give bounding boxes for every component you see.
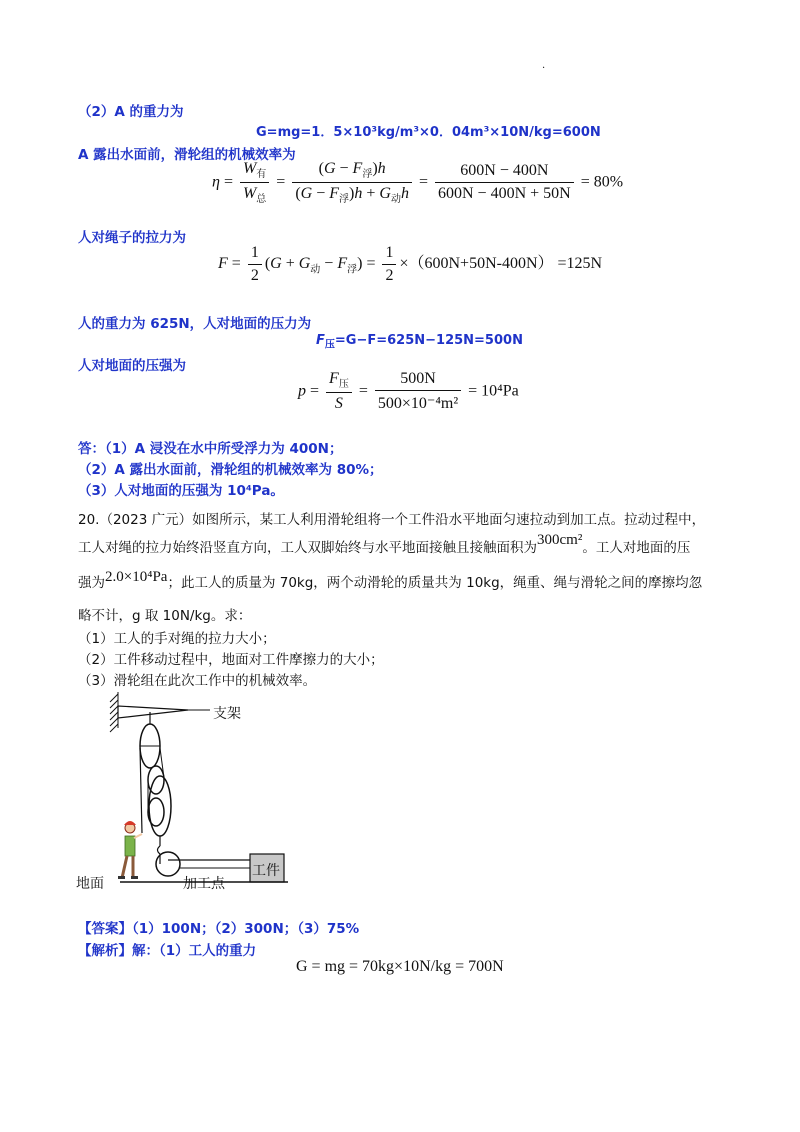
- pressure-value: 2.0×10⁴Pa: [105, 569, 168, 585]
- worker-gravity-equation: G = mg = 70kg×10N/kg = 700N: [296, 958, 504, 975]
- answer-line: 【答案】（1）100N；（2）300N；（3）75%: [78, 921, 360, 937]
- pressure-heading: 人对地面的压强为: [78, 358, 186, 374]
- efficiency-symbolic-fraction: $\frac{(G - F_浮)h}{(G - F_浮)h + G_动h}$: [292, 160, 412, 205]
- worker-figure: [118, 821, 142, 879]
- pull-result: ×（600N+50N-400N） =125N: [399, 255, 603, 273]
- contact-area: 300cm²: [537, 532, 583, 548]
- rope-to-hand: [140, 748, 142, 833]
- q20-line4: 略不计，g 取 10N/kg。求：: [78, 608, 252, 624]
- efficiency-result: = 80%: [580, 173, 624, 191]
- pressure-result: = 10⁴Pa: [468, 382, 519, 400]
- pressure-force-equation: $F_压=G-F=625N-125N=500N$: [316, 333, 523, 351]
- part2-gravity-equation: G=mg=1．5×10³kg/m³×0．04m³×10N/kg=600N: [256, 125, 601, 140]
- efficiency-heading: A 露出水面前，滑轮组的机械效率为: [78, 147, 296, 163]
- efficiency-numeric-fraction: $\frac{600N - 400N}{600N - 400N + 50N}$: [435, 162, 574, 203]
- pressure-formula: p = $\frac{F_压}{S}$ = $\frac{500N}{\text{500×10⁻⁴m²}}$ = 10⁴Pa: [298, 370, 519, 413]
- header-dot: .: [542, 60, 546, 71]
- support-label: 支架: [213, 706, 241, 722]
- hook: [158, 846, 161, 854]
- efficiency-formula: η = $\frac{W_有}{W_总}$ = $\frac{(G - F_浮)h}{(G - F_浮)h + G_动h}$ = $\frac{600N - 400N}{600N - 400N + 50N}$ = 80%: [212, 160, 624, 206]
- eta-symbol: η: [212, 173, 220, 191]
- pull-formula: F = $\frac{1}{2}$ $(G + G_动 - F_浮)$ = $\frac{1}{2}$ ×（600N+50N-400N） =125N: [218, 244, 603, 284]
- workpiece-label: 工件: [252, 863, 280, 879]
- answer-2: （2）A 露出水面前，滑轮组的机械效率为 80%；: [78, 462, 383, 478]
- answer-1: 答：（1）A 浸没在水中所受浮力为 400N；: [78, 441, 343, 457]
- q20-line2: 工人对绳的拉力始终沿竖直方向，工人双脚始终与水平地面接触且接触面积为300cm²。工人对地面的压: [78, 532, 691, 556]
- w-ratio: $\frac{W_有}{W_总}$: [240, 160, 269, 205]
- part2-heading: （2）A 的重力为: [78, 104, 184, 120]
- wall-hatch: [110, 692, 118, 732]
- q20-item-3: （3）滑轮组在此次工作中的机械效率。: [78, 673, 317, 689]
- processing-point-label: 加工点: [183, 876, 225, 892]
- q20-line1: 20.（2023 广元）如图所示，某工人利用滑轮组将一个工件沿水平地面匀速拉动到加工点。拉动过程中，: [78, 512, 706, 528]
- pull-heading: 人对绳子的拉力为: [78, 230, 186, 246]
- q20-line3: 强为2.0×10⁴Pa；此工人的质量为 70kg，两个动滑轮的质量共为 10kg，绳重、绳与滑轮之间的摩擦均忽: [78, 569, 703, 591]
- q20-item-1: （1）工人的手对绳的拉力大小；: [78, 631, 276, 647]
- ground-label: 地面: [76, 876, 104, 892]
- analysis-line: 【解析】解：（1）工人的重力: [78, 943, 257, 959]
- q20-item-2: （2）工件移动过程中，地面对工件摩擦力的大小；: [78, 652, 384, 668]
- support-bracket: [118, 706, 188, 718]
- answer-3: （3）人对地面的压强为 10⁴Pa。: [78, 483, 284, 499]
- weight-line: 人的重力为 625N，人对地面的压力为: [78, 316, 312, 332]
